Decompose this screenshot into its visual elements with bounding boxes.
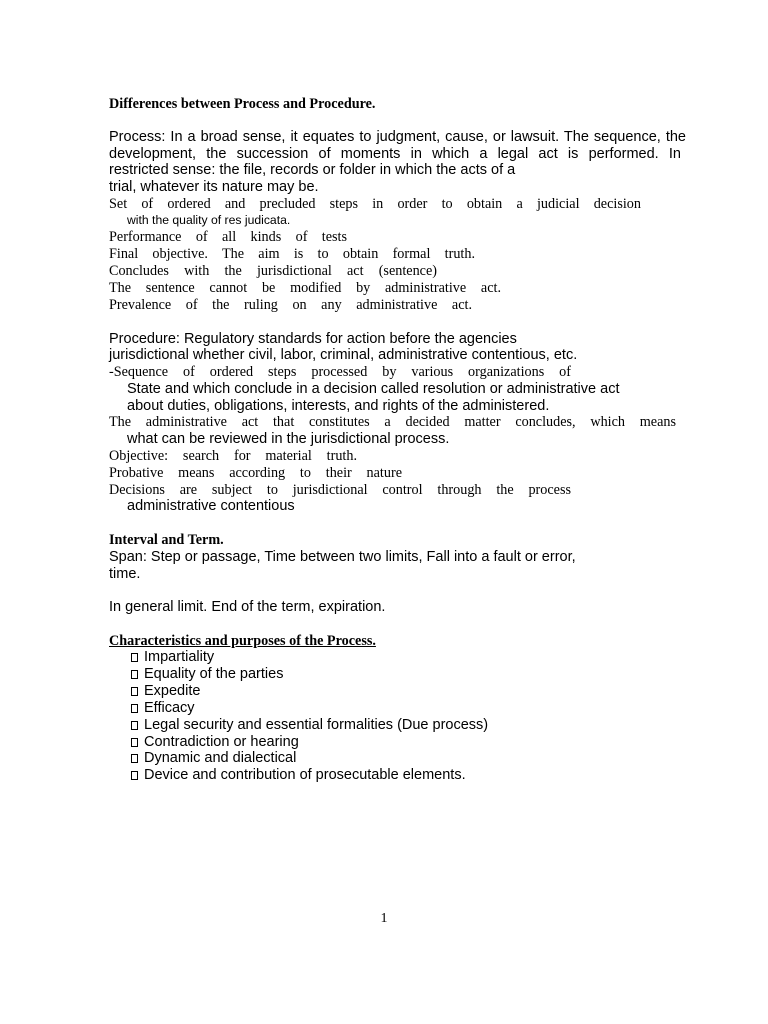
list-item-label: Efficacy	[144, 700, 195, 716]
process-line: with the quality of res judicata.	[127, 213, 291, 227]
process-line: Performance of all kinds of tests	[109, 229, 347, 245]
procedure-line: -Sequence of ordered steps processed by various organizations of	[109, 364, 571, 380]
procedure-line: Objective: search for material truth.	[109, 448, 357, 464]
process-line: Set of ordered and precluded steps in order to obtain a judicial decision	[109, 196, 641, 212]
list-item	[131, 750, 296, 767]
list-item	[131, 683, 200, 700]
list-item-label: Expedite	[144, 683, 201, 699]
list-item-label: Equality of the parties	[144, 666, 284, 682]
list-item	[131, 700, 195, 717]
process-line: restricted sense: the file, records or folder in which the acts of a	[109, 162, 516, 178]
process-line: Concludes with the jurisdictional act (sentence)	[109, 263, 437, 279]
section-heading-differences: Differences between Process and Procedure.	[109, 96, 376, 112]
procedure-line: Procedure: Regulatory standards for action before the agencies	[109, 331, 517, 347]
procedure-line: administrative contentious	[127, 498, 295, 514]
checkbox-bullet-icon	[131, 738, 138, 747]
interval-line: time.	[109, 566, 141, 582]
checkbox-bullet-icon	[131, 704, 138, 713]
checkbox-bullet-icon	[131, 721, 138, 730]
procedure-line: The administrative act that constitutes a decided matter concludes, which means	[109, 414, 676, 430]
checkbox-bullet-icon	[131, 687, 138, 696]
procedure-line: jurisdictional whether civil, labor, criminal, administrative contentious, etc.	[109, 347, 578, 363]
procedure-line: about duties, obligations, interests, and rights of the administered.	[127, 398, 550, 414]
checkbox-bullet-icon	[131, 670, 138, 679]
list-item	[131, 767, 466, 784]
list-item	[131, 666, 283, 683]
procedure-line: what can be reviewed in the jurisdictional process.	[127, 431, 450, 447]
list-item-label: Contradiction or hearing	[144, 734, 299, 750]
list-item	[131, 734, 299, 751]
process-line: trial, whatever its nature may be.	[109, 179, 319, 195]
process-line: development, the succession of moments in which a legal act is performed. In	[109, 146, 681, 162]
procedure-line: Decisions are subject to jurisdictional control through the process	[109, 482, 571, 498]
section-heading-characteristics: Characteristics and purposes of the Process.	[109, 633, 376, 649]
process-line: Process: In a broad sense, it equates to judgment, cause, or lawsuit. The sequence, the	[109, 129, 686, 145]
list-item-label: Device and contribution of prosecutable elements.	[144, 767, 466, 783]
process-line: The sentence cannot be modified by administrative act.	[109, 280, 501, 296]
page-number: 1	[380, 911, 388, 926]
section-heading-interval: Interval and Term.	[109, 532, 224, 548]
checkbox-bullet-icon	[131, 771, 138, 780]
list-item	[131, 649, 214, 666]
list-item-label: Dynamic and dialectical	[144, 750, 297, 766]
checkbox-bullet-icon	[131, 754, 138, 763]
list-item	[131, 717, 488, 734]
process-line: Prevalence of the ruling on any administrative act.	[109, 297, 472, 313]
list-item-label: Legal security and essential formalities (Due process)	[144, 717, 489, 733]
interval-line: Span: Step or passage, Time between two limits, Fall into a fault or error,	[109, 549, 576, 565]
checkbox-bullet-icon	[131, 653, 138, 662]
process-line: Final objective. The aim is to obtain formal truth.	[109, 246, 475, 262]
procedure-line: State and which conclude in a decision called resolution or administrative act	[127, 381, 620, 397]
list-item-label: Impartiality	[144, 649, 215, 665]
interval-line: In general limit. End of the term, expiration.	[109, 599, 386, 615]
procedure-line: Probative means according to their nature	[109, 465, 402, 481]
